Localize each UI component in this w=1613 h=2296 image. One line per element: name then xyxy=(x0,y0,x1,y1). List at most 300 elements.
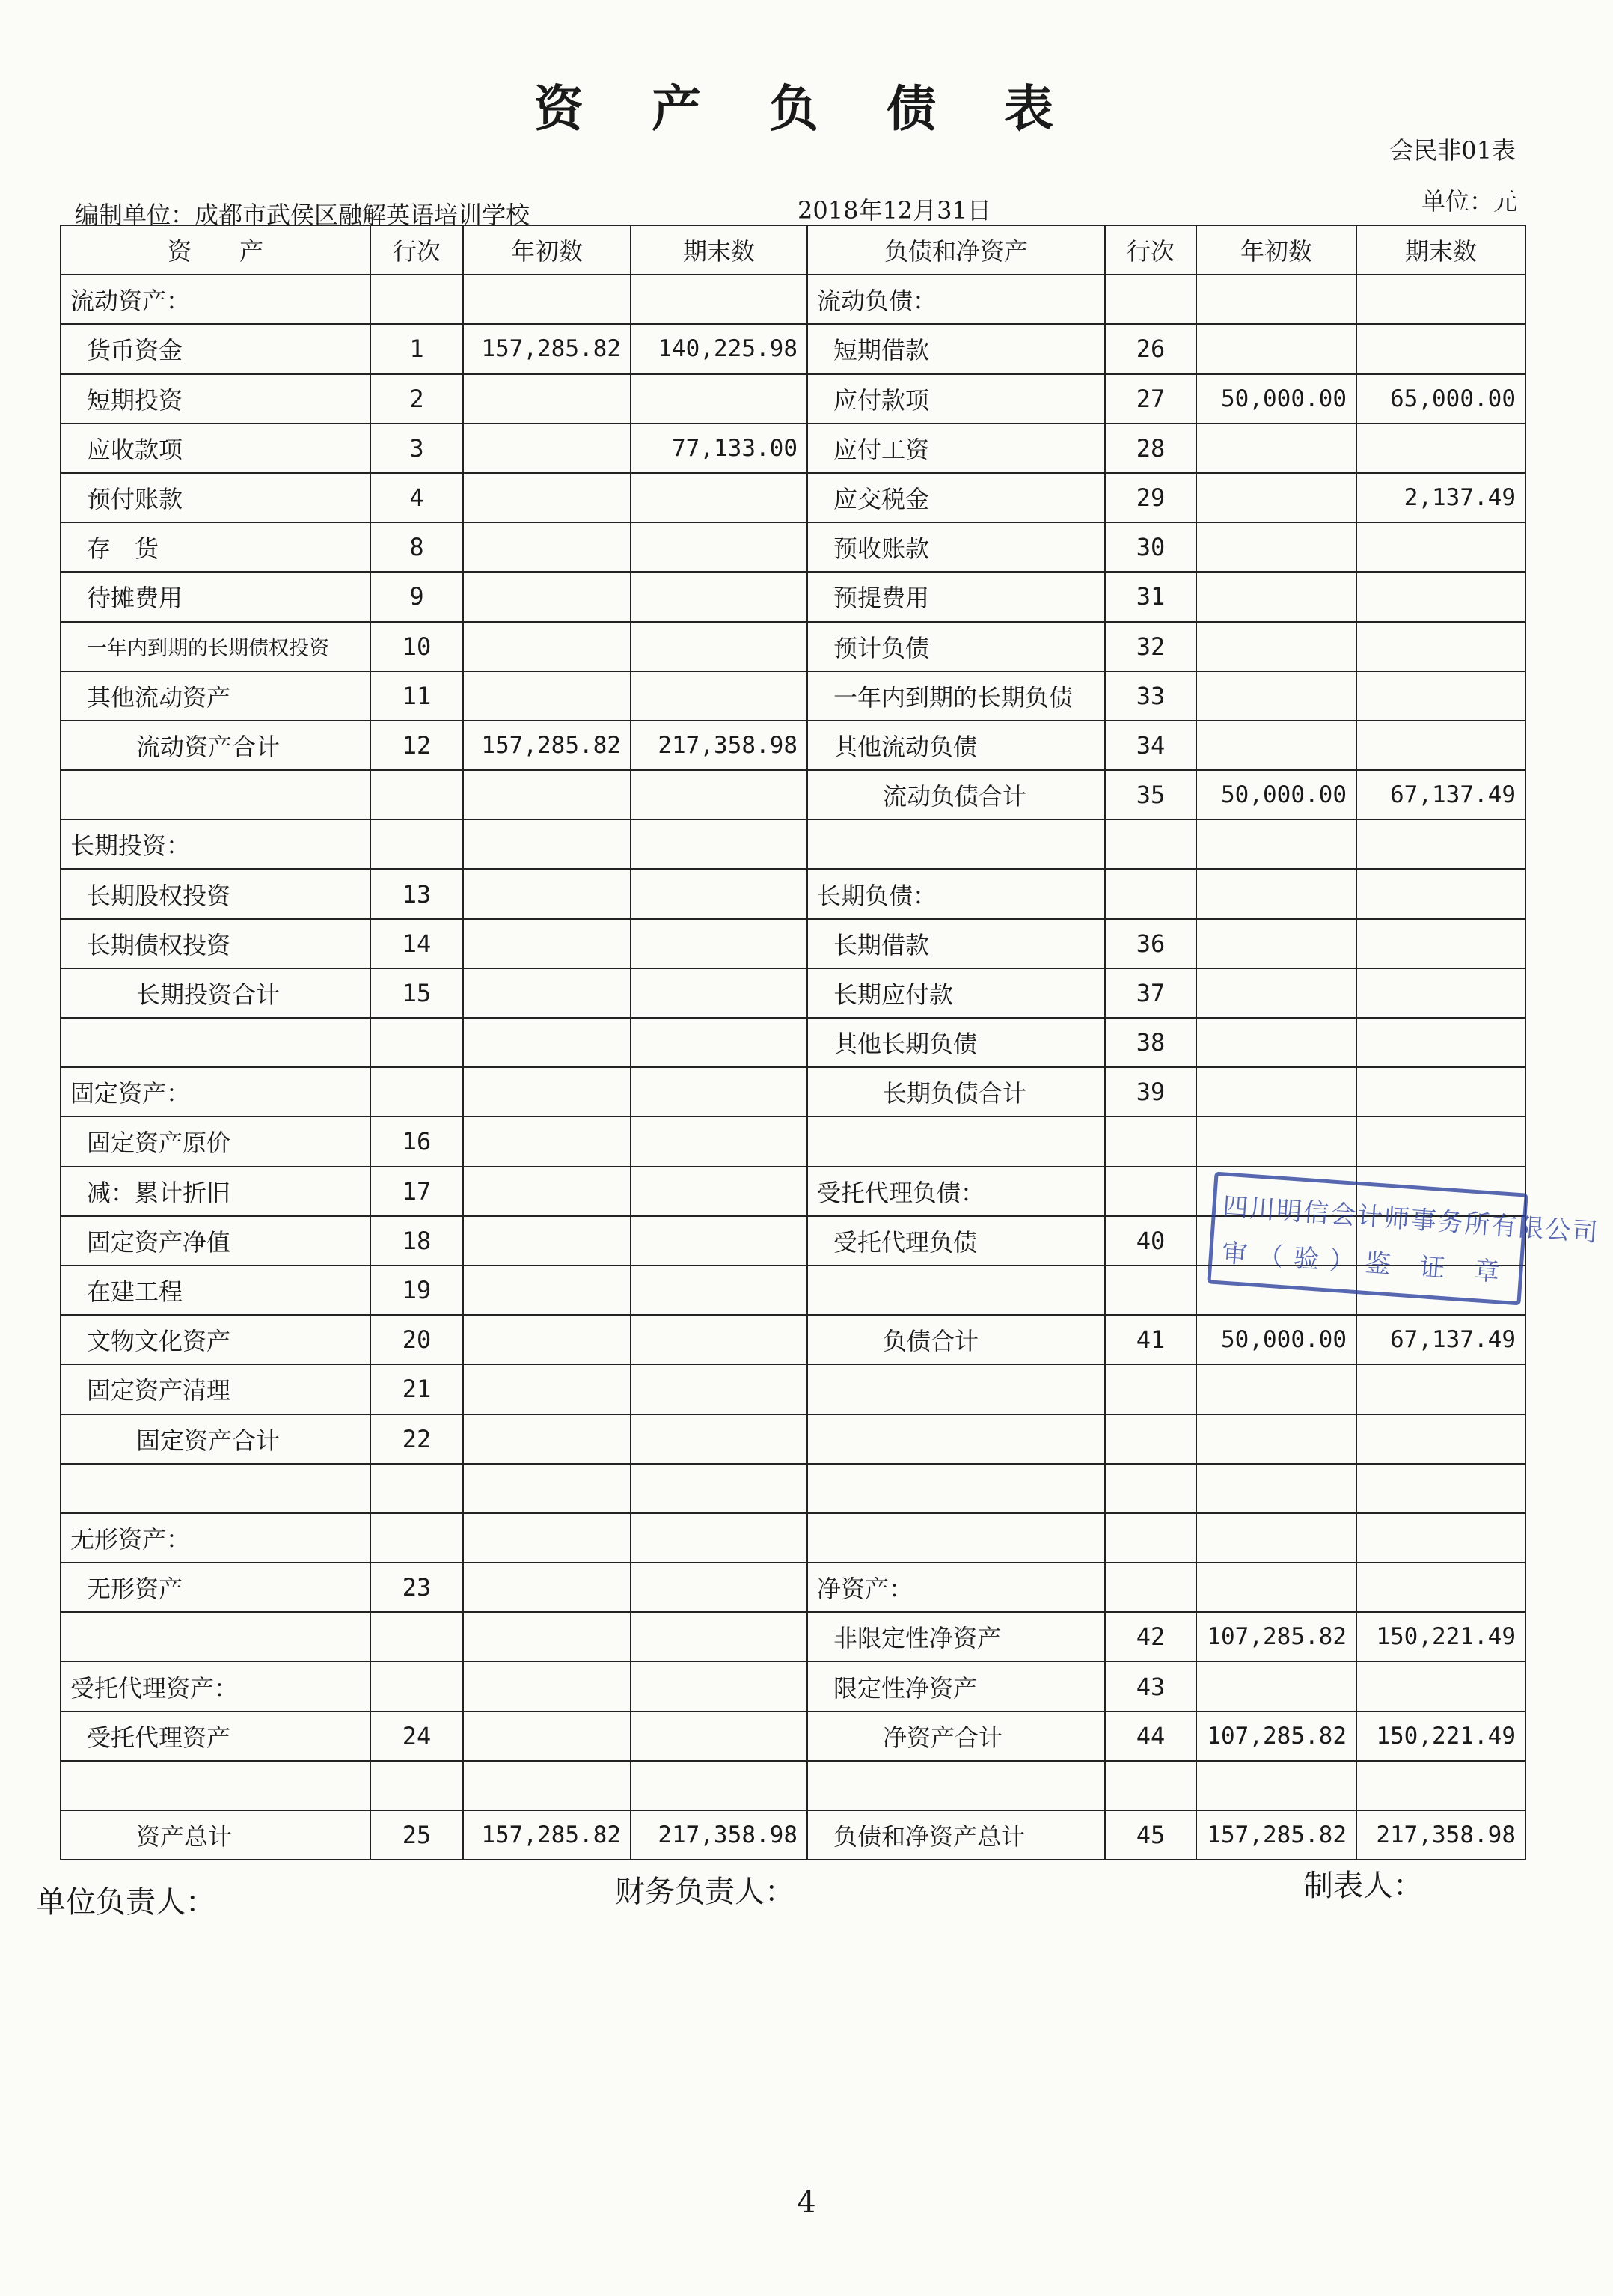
asset-begin-value xyxy=(463,572,631,621)
asset-begin-value xyxy=(463,671,631,721)
asset-label: 长期投资合计 xyxy=(61,968,370,1018)
asset-line-no xyxy=(370,1612,463,1661)
table-row xyxy=(61,770,1525,819)
liability-begin-value xyxy=(1196,1464,1356,1513)
liability-end-value xyxy=(1356,275,1525,324)
liability-begin-value: 107,285.82 xyxy=(1196,1612,1356,1661)
liability-line-no: 43 xyxy=(1105,1661,1196,1711)
liability-end-value xyxy=(1356,324,1525,373)
asset-label: 固定资产原价 xyxy=(61,1117,370,1166)
asset-begin-value xyxy=(463,1018,631,1067)
liability-end-value xyxy=(1356,721,1525,770)
table-row xyxy=(61,622,1525,671)
asset-end-value xyxy=(631,919,807,968)
asset-label: 固定资产净值 xyxy=(61,1216,370,1265)
liability-line-no: 37 xyxy=(1105,968,1196,1018)
asset-begin-value xyxy=(463,424,631,473)
asset-end-value xyxy=(631,572,807,621)
table-row xyxy=(61,1712,1525,1761)
liability-begin-value xyxy=(1196,721,1356,770)
liability-line-no xyxy=(1105,869,1196,918)
liability-line-no xyxy=(1105,1117,1196,1166)
liability-label: 非限定性净资产 xyxy=(807,1612,1105,1661)
audit-stamp xyxy=(1207,1172,1600,1306)
table-row xyxy=(61,869,1525,918)
liability-end-value: 2,137.49 xyxy=(1356,473,1525,522)
page-title: 资 产 负 债 表 xyxy=(534,80,1079,138)
liability-label: 其他长期负债 xyxy=(807,1018,1105,1067)
stamp-firm-name: 四川明信会计师事务所有限公司 xyxy=(1222,1191,1600,1248)
asset-end-value xyxy=(631,374,807,424)
signature-finance: 财务负责人： xyxy=(615,1875,795,1909)
asset-begin-value: 157,285.82 xyxy=(463,324,631,373)
liability-end-value xyxy=(1356,522,1525,572)
liability-begin-value: 107,285.82 xyxy=(1196,1712,1356,1761)
asset-begin-value xyxy=(463,1661,631,1711)
asset-label: 文物文化资产 xyxy=(61,1315,370,1364)
asset-begin-value xyxy=(463,968,631,1018)
liability-begin-value xyxy=(1196,1364,1356,1414)
asset-line-no: 22 xyxy=(370,1414,463,1464)
asset-label xyxy=(61,1464,370,1513)
asset-begin-value xyxy=(463,1464,631,1513)
liability-label: 短期借款 xyxy=(807,324,1105,373)
col-header-begin-2: 年初数 xyxy=(1196,225,1356,275)
table-row xyxy=(61,1661,1525,1711)
table-row xyxy=(61,1018,1525,1067)
liability-label: 流动负债合计 xyxy=(807,770,1105,819)
asset-begin-value xyxy=(463,522,631,572)
liability-begin-value xyxy=(1196,968,1356,1018)
asset-label: 无形资产： xyxy=(61,1513,370,1563)
liability-begin-value xyxy=(1196,1117,1356,1166)
liability-label xyxy=(807,1761,1105,1810)
liability-label xyxy=(807,1117,1105,1166)
asset-line-no: 13 xyxy=(370,869,463,918)
liability-begin-value xyxy=(1196,1414,1356,1464)
asset-end-value: 217,358.98 xyxy=(631,721,807,770)
asset-begin-value xyxy=(463,374,631,424)
liability-end-value xyxy=(1356,1761,1525,1810)
asset-begin-value xyxy=(463,473,631,522)
asset-label: 长期投资： xyxy=(61,819,370,869)
liability-line-no: 29 xyxy=(1105,473,1196,522)
asset-label: 待摊费用 xyxy=(61,572,370,621)
liability-label xyxy=(807,819,1105,869)
liability-line-no xyxy=(1105,1364,1196,1414)
asset-begin-value xyxy=(463,1167,631,1216)
asset-line-no: 18 xyxy=(370,1216,463,1265)
liability-end-value xyxy=(1356,1464,1525,1513)
asset-end-value xyxy=(631,1167,807,1216)
liability-line-no: 30 xyxy=(1105,522,1196,572)
liability-line-no xyxy=(1105,1414,1196,1464)
asset-label: 受托代理资产： xyxy=(61,1661,370,1711)
table-row xyxy=(61,819,1525,869)
asset-line-no: 25 xyxy=(370,1810,463,1860)
asset-begin-value xyxy=(463,1414,631,1464)
asset-end-value xyxy=(631,1364,807,1414)
liability-begin-value xyxy=(1196,1018,1356,1067)
table-row xyxy=(61,324,1525,373)
asset-line-no: 19 xyxy=(370,1265,463,1315)
asset-line-no: 11 xyxy=(370,671,463,721)
table-row xyxy=(61,572,1525,621)
liability-label xyxy=(807,1414,1105,1464)
asset-begin-value xyxy=(463,1761,631,1810)
asset-end-value xyxy=(631,1464,807,1513)
asset-end-value xyxy=(631,869,807,918)
liability-begin-value xyxy=(1196,324,1356,373)
asset-line-no xyxy=(370,1513,463,1563)
table-row xyxy=(61,1117,1525,1166)
liability-label xyxy=(807,1513,1105,1563)
asset-begin-value xyxy=(463,1117,631,1166)
liability-line-no: 34 xyxy=(1105,721,1196,770)
page-number: 4 xyxy=(797,2185,816,2220)
liability-label: 净资产： xyxy=(807,1563,1105,1612)
asset-end-value xyxy=(631,473,807,522)
liability-label: 一年内到期的长期负债 xyxy=(807,671,1105,721)
asset-label: 受托代理资产 xyxy=(61,1712,370,1761)
asset-label xyxy=(61,1612,370,1661)
asset-end-value xyxy=(631,1315,807,1364)
asset-label: 存 货 xyxy=(61,522,370,572)
col-header-end: 期末数 xyxy=(631,225,807,275)
unit-label: 单位：元 xyxy=(1421,187,1517,216)
asset-line-no: 20 xyxy=(370,1315,463,1364)
liability-begin-value xyxy=(1196,1761,1356,1810)
asset-label: 无形资产 xyxy=(61,1563,370,1612)
asset-begin-value xyxy=(463,1216,631,1265)
table-row xyxy=(61,374,1525,424)
liability-line-no xyxy=(1105,1167,1196,1216)
liability-end-value xyxy=(1356,1117,1525,1166)
liability-begin-value: 50,000.00 xyxy=(1196,374,1356,424)
table-row xyxy=(61,522,1525,572)
table-row xyxy=(61,1563,1525,1612)
liability-line-no: 35 xyxy=(1105,770,1196,819)
liability-begin-value xyxy=(1196,671,1356,721)
liability-begin-value xyxy=(1196,919,1356,968)
asset-label xyxy=(61,770,370,819)
liability-end-value xyxy=(1356,968,1525,1018)
asset-end-value xyxy=(631,1612,807,1661)
liability-line-no xyxy=(1105,275,1196,324)
table-row xyxy=(61,1364,1525,1414)
liability-line-no xyxy=(1105,1265,1196,1315)
liability-label: 其他流动负债 xyxy=(807,721,1105,770)
asset-line-no: 1 xyxy=(370,324,463,373)
asset-line-no: 10 xyxy=(370,622,463,671)
asset-line-no: 12 xyxy=(370,721,463,770)
liability-label xyxy=(807,1364,1105,1414)
asset-line-no: 15 xyxy=(370,968,463,1018)
asset-label: 预付账款 xyxy=(61,473,370,522)
asset-label: 固定资产清理 xyxy=(61,1364,370,1414)
asset-label: 长期股权投资 xyxy=(61,869,370,918)
liability-line-no: 38 xyxy=(1105,1018,1196,1067)
liability-end-value xyxy=(1356,1661,1525,1711)
asset-label: 固定资产： xyxy=(61,1067,370,1117)
liability-end-value xyxy=(1356,1513,1525,1563)
asset-label: 固定资产合计 xyxy=(61,1414,370,1464)
liability-end-value xyxy=(1356,869,1525,918)
asset-label: 货币资金 xyxy=(61,324,370,373)
liability-end-value xyxy=(1356,424,1525,473)
liability-begin-value xyxy=(1196,1563,1356,1612)
asset-line-no xyxy=(370,1018,463,1067)
liability-line-no: 32 xyxy=(1105,622,1196,671)
asset-end-value: 77,133.00 xyxy=(631,424,807,473)
liability-begin-value: 50,000.00 xyxy=(1196,1315,1356,1364)
liability-label: 预计负债 xyxy=(807,622,1105,671)
asset-end-value xyxy=(631,275,807,324)
liability-begin-value xyxy=(1196,1661,1356,1711)
table-row xyxy=(61,275,1525,324)
asset-end-value xyxy=(631,1117,807,1166)
liability-line-no: 36 xyxy=(1105,919,1196,968)
col-header-asset: 资 产 xyxy=(61,225,370,275)
table-row xyxy=(61,473,1525,522)
asset-line-no: 4 xyxy=(370,473,463,522)
asset-line-no xyxy=(370,1661,463,1711)
asset-end-value xyxy=(631,1067,807,1117)
asset-begin-value xyxy=(463,819,631,869)
liability-end-value xyxy=(1356,572,1525,621)
asset-line-no: 9 xyxy=(370,572,463,621)
liability-end-value: 150,221.49 xyxy=(1356,1612,1525,1661)
table-row xyxy=(61,919,1525,968)
asset-label: 长期债权投资 xyxy=(61,919,370,968)
asset-begin-value xyxy=(463,622,631,671)
table-row xyxy=(61,1810,1525,1860)
liability-line-no: 26 xyxy=(1105,324,1196,373)
liability-label: 长期负债合计 xyxy=(807,1067,1105,1117)
table-row xyxy=(61,968,1525,1018)
asset-end-value: 217,358.98 xyxy=(631,1810,807,1860)
col-header-begin: 年初数 xyxy=(463,225,631,275)
liability-label: 负债和净资产总计 xyxy=(807,1810,1105,1860)
liability-label: 受托代理负债： xyxy=(807,1167,1105,1216)
liability-begin-value xyxy=(1196,275,1356,324)
asset-end-value xyxy=(631,622,807,671)
liability-end-value xyxy=(1356,1364,1525,1414)
asset-begin-value xyxy=(463,1067,631,1117)
report-date: 2018年12月31日 xyxy=(798,196,991,225)
liability-line-no: 45 xyxy=(1105,1810,1196,1860)
col-header-line: 行次 xyxy=(370,225,463,275)
asset-end-value xyxy=(631,1661,807,1711)
asset-end-value xyxy=(631,770,807,819)
liability-begin-value xyxy=(1196,622,1356,671)
asset-label xyxy=(61,1018,370,1067)
asset-end-value xyxy=(631,1513,807,1563)
col-header-liability: 负债和净资产 xyxy=(807,225,1105,275)
asset-begin-value: 157,285.82 xyxy=(463,1810,631,1860)
liability-label: 净资产合计 xyxy=(807,1712,1105,1761)
asset-begin-value xyxy=(463,1712,631,1761)
liability-line-no xyxy=(1105,1464,1196,1513)
liability-end-value xyxy=(1356,919,1525,968)
liability-label: 长期应付款 xyxy=(807,968,1105,1018)
asset-begin-value xyxy=(463,1513,631,1563)
liability-line-no: 40 xyxy=(1105,1216,1196,1265)
liability-end-value xyxy=(1356,1563,1525,1612)
signature-preparer: 制表人： xyxy=(1303,1869,1423,1903)
liability-label xyxy=(807,1265,1105,1315)
liability-begin-value xyxy=(1196,1067,1356,1117)
liability-line-no: 44 xyxy=(1105,1712,1196,1761)
table-row xyxy=(61,1612,1525,1661)
liability-end-value xyxy=(1356,1067,1525,1117)
asset-line-no: 14 xyxy=(370,919,463,968)
liability-label: 应交税金 xyxy=(807,473,1105,522)
asset-line-no: 23 xyxy=(370,1563,463,1612)
liability-line-no xyxy=(1105,1513,1196,1563)
liability-begin-value: 157,285.82 xyxy=(1196,1810,1356,1860)
liability-begin-value xyxy=(1196,1513,1356,1563)
liability-end-value: 150,221.49 xyxy=(1356,1712,1525,1761)
asset-end-value xyxy=(631,1563,807,1612)
asset-line-no xyxy=(370,819,463,869)
liability-line-no: 42 xyxy=(1105,1612,1196,1661)
asset-end-value xyxy=(631,1018,807,1067)
asset-end-value xyxy=(631,522,807,572)
liability-label: 应付工资 xyxy=(807,424,1105,473)
header-row xyxy=(61,225,1525,275)
asset-end-value: 140,225.98 xyxy=(631,324,807,373)
table-row xyxy=(61,1761,1525,1810)
asset-label: 应收款项 xyxy=(61,424,370,473)
balance-sheet-table xyxy=(60,225,1600,1860)
asset-line-no xyxy=(370,770,463,819)
col-header-line-2: 行次 xyxy=(1105,225,1196,275)
asset-end-value xyxy=(631,1761,807,1810)
liability-line-no: 31 xyxy=(1105,572,1196,621)
liability-end-value xyxy=(1356,622,1525,671)
liability-end-value xyxy=(1356,1018,1525,1067)
asset-end-value xyxy=(631,1712,807,1761)
asset-begin-value xyxy=(463,1612,631,1661)
liability-begin-value xyxy=(1196,473,1356,522)
asset-end-value xyxy=(631,1414,807,1464)
asset-line-no: 2 xyxy=(370,374,463,424)
signature-head: 单位负责人： xyxy=(36,1885,215,1920)
liability-line-no: 28 xyxy=(1105,424,1196,473)
org-label: 编制单位：成都市武侯区融解英语培训学校 xyxy=(75,201,530,229)
liability-label: 长期负债： xyxy=(807,869,1105,918)
liability-end-value: 67,137.49 xyxy=(1356,1315,1525,1364)
stamp-caption: 审（验）鉴 证 章 xyxy=(1220,1238,1511,1289)
liability-label: 限定性净资产 xyxy=(807,1661,1105,1711)
liability-label: 受托代理负债 xyxy=(807,1216,1105,1265)
asset-label: 资产总计 xyxy=(61,1810,370,1860)
asset-line-no: 3 xyxy=(370,424,463,473)
asset-end-value xyxy=(631,968,807,1018)
asset-line-no: 16 xyxy=(370,1117,463,1166)
liability-begin-value xyxy=(1196,522,1356,572)
liability-line-no xyxy=(1105,1761,1196,1810)
asset-label: 流动资产： xyxy=(61,275,370,324)
liability-label: 预提费用 xyxy=(807,572,1105,621)
asset-begin-value xyxy=(463,1265,631,1315)
liability-begin-value: 50,000.00 xyxy=(1196,770,1356,819)
asset-label: 流动资产合计 xyxy=(61,721,370,770)
liability-line-no xyxy=(1105,819,1196,869)
asset-label: 一年内到期的长期债权投资 xyxy=(61,622,370,671)
liability-begin-value xyxy=(1196,869,1356,918)
asset-line-no xyxy=(370,1761,463,1810)
asset-begin-value xyxy=(463,919,631,968)
asset-label: 在建工程 xyxy=(61,1265,370,1315)
liability-label: 流动负债： xyxy=(807,275,1105,324)
liability-label xyxy=(807,1464,1105,1513)
table-row xyxy=(61,671,1525,721)
liability-line-no: 33 xyxy=(1105,671,1196,721)
liability-label: 预收账款 xyxy=(807,522,1105,572)
liability-line-no xyxy=(1105,1563,1196,1612)
asset-end-value xyxy=(631,1216,807,1265)
asset-line-no: 8 xyxy=(370,522,463,572)
asset-label: 短期投资 xyxy=(61,374,370,424)
liability-begin-value xyxy=(1196,424,1356,473)
asset-line-no xyxy=(370,275,463,324)
col-header-end-2: 期末数 xyxy=(1356,225,1525,275)
table-row xyxy=(61,424,1525,473)
liability-end-value: 65,000.00 xyxy=(1356,374,1525,424)
liability-end-value: 67,137.49 xyxy=(1356,770,1525,819)
form-code: 会民非01表 xyxy=(1389,136,1516,165)
asset-label: 减：累计折旧 xyxy=(61,1167,370,1216)
asset-begin-value xyxy=(463,869,631,918)
liability-end-value xyxy=(1356,819,1525,869)
asset-line-no: 24 xyxy=(370,1712,463,1761)
asset-line-no xyxy=(370,1067,463,1117)
table-row xyxy=(61,1464,1525,1513)
asset-end-value xyxy=(631,819,807,869)
table-row xyxy=(61,721,1525,770)
asset-line-no: 21 xyxy=(370,1364,463,1414)
table-row xyxy=(61,1513,1525,1563)
table-row xyxy=(61,1067,1525,1117)
asset-begin-value: 157,285.82 xyxy=(463,721,631,770)
asset-begin-value xyxy=(463,1364,631,1414)
liability-begin-value xyxy=(1196,819,1356,869)
liability-label: 应付款项 xyxy=(807,374,1105,424)
asset-end-value xyxy=(631,671,807,721)
asset-label: 其他流动资产 xyxy=(61,671,370,721)
liability-end-value xyxy=(1356,1414,1525,1464)
liability-end-value xyxy=(1356,671,1525,721)
asset-label xyxy=(61,1761,370,1810)
asset-begin-value xyxy=(463,770,631,819)
asset-line-no: 17 xyxy=(370,1167,463,1216)
table-row xyxy=(61,1315,1525,1364)
asset-begin-value xyxy=(463,1315,631,1364)
liability-line-no: 27 xyxy=(1105,374,1196,424)
asset-begin-value xyxy=(463,1563,631,1612)
table-row xyxy=(61,1414,1525,1464)
liability-begin-value xyxy=(1196,572,1356,621)
liability-line-no: 41 xyxy=(1105,1315,1196,1364)
liability-line-no: 39 xyxy=(1105,1067,1196,1117)
liability-label: 长期借款 xyxy=(807,919,1105,968)
asset-begin-value xyxy=(463,275,631,324)
liability-end-value: 217,358.98 xyxy=(1356,1810,1525,1860)
asset-end-value xyxy=(631,1265,807,1315)
asset-line-no xyxy=(370,1464,463,1513)
